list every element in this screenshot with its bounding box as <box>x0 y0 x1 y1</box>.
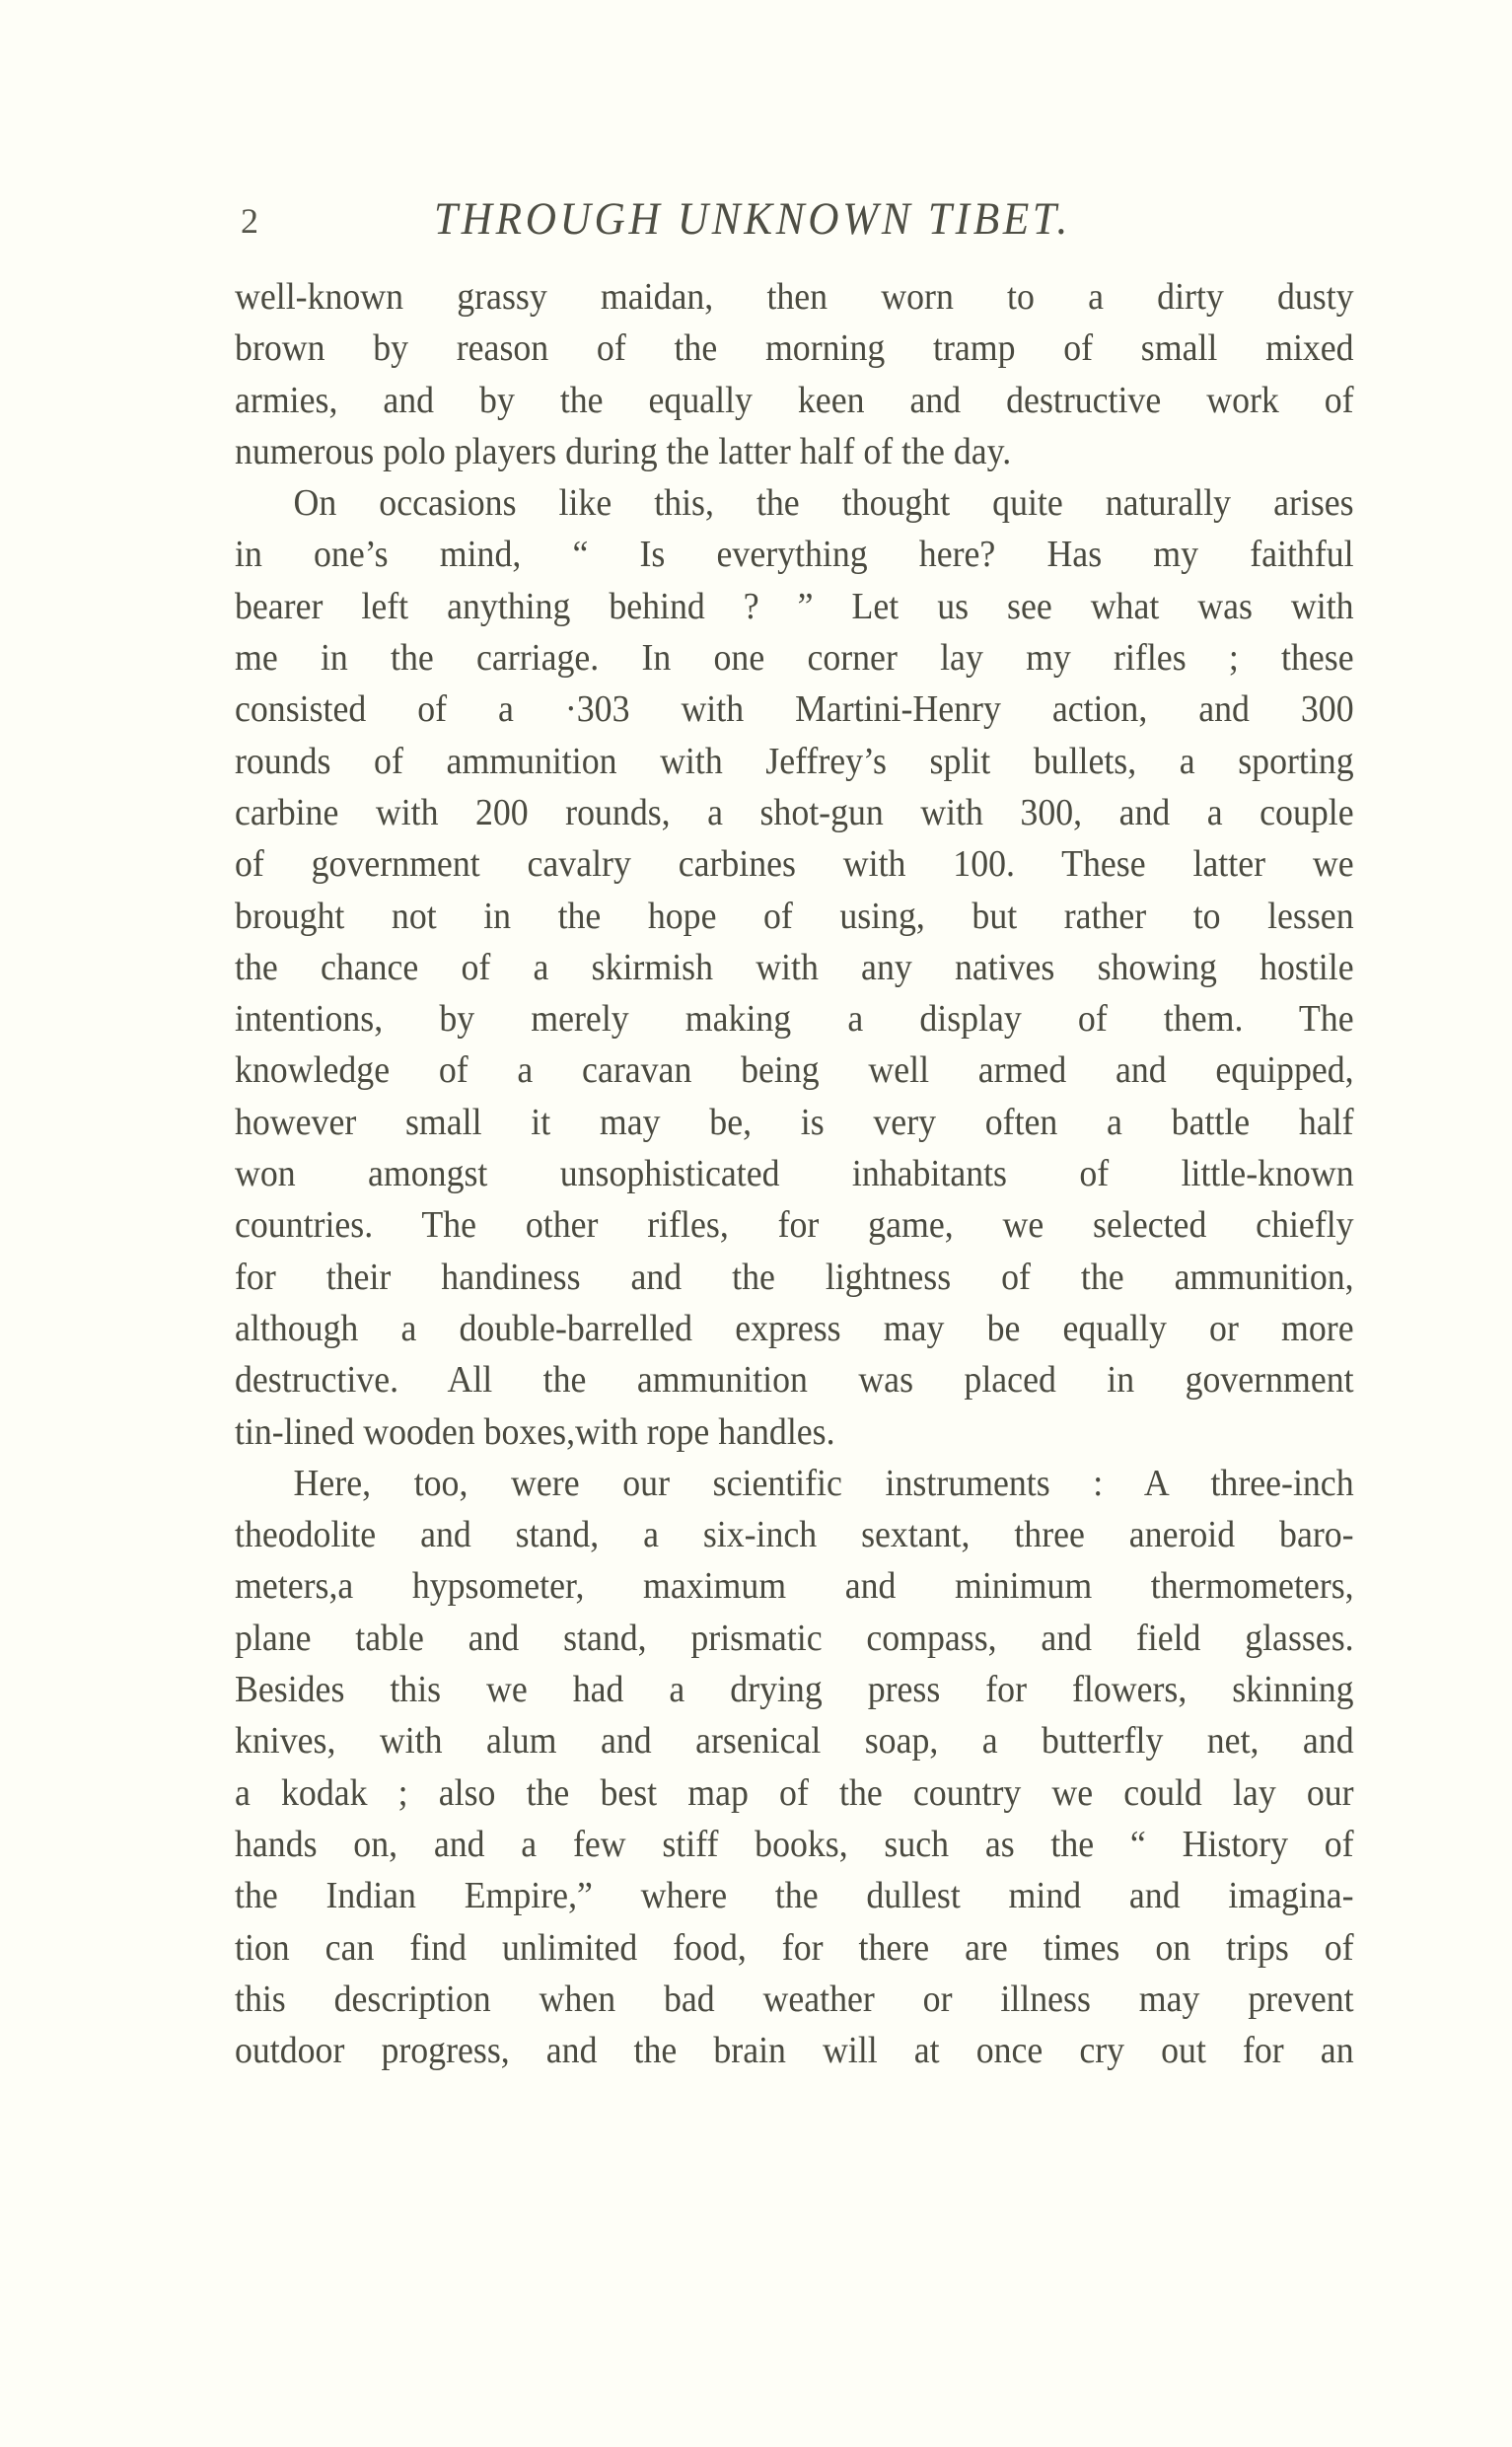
text-line: armies, and by the equally keen and destructive work of <box>235 379 1354 421</box>
text-line: for their handiness and the lightness of the ammunition, <box>235 1256 1354 1298</box>
text-line: outdoor progress, and the brain will at once cry out for an <box>235 2030 1354 2072</box>
text-line: intentions, by merely making a display of them. The <box>235 998 1354 1041</box>
running-head <box>235 192 1354 253</box>
text-line: theodolite and stand, a six-inch sextant, three aneroid baro- <box>235 1514 1354 1556</box>
paragraph <box>235 477 1354 1458</box>
text-line: a kodak ; also the best map of the country we could lay our <box>235 1771 1354 1814</box>
text-line: consisted of a ·303 with Martini-Henry action, and 300 <box>235 688 1354 731</box>
text-line: in one’s mind, “ Is everything here? Has my faithful <box>235 534 1354 576</box>
text-line: rounds of ammunition with Jeffrey’s split bullets, a sporting <box>235 740 1354 782</box>
paragraph <box>235 1458 1354 2077</box>
text-line: tin-lined wooden boxes,with rope handles. <box>235 1410 835 1453</box>
text-line: plane table and stand, prismatic compass, and field glasses. <box>235 1617 1354 1659</box>
text-line: won amongst unsophisticated inhabitants of little-known <box>235 1153 1354 1195</box>
text-line: numerous polo players during the latter half of the day. <box>235 430 1012 472</box>
text-line: me in the carriage. In one corner lay my rifles ; these <box>235 637 1354 680</box>
text-line: Besides this we had a drying press for flowers, skinning <box>235 1669 1354 1711</box>
text-line: although a double-barrelled express may be equally or more <box>235 1307 1354 1349</box>
running-title: THROUGH UNKNOWN TIBET. <box>434 193 1071 245</box>
text-line: hands on, and a few stiff books, such as the “ History of <box>235 1823 1354 1865</box>
text-line: of government cavalry carbines with 100. These latter we <box>235 843 1354 886</box>
text-line: brown by reason of the morning tramp of small mixed <box>235 327 1354 370</box>
page-number: 2 <box>241 201 258 241</box>
text-line: the chance of a skirmish with any natives showing hostile <box>235 946 1354 988</box>
body-text <box>235 271 1354 2076</box>
text-line: Here, too, were our scientific instruments : A three-inch <box>293 1462 1354 1504</box>
text-line: knowledge of a caravan being well armed and equipped, <box>235 1049 1354 1092</box>
text-line: carbine with 200 rounds, a shot-gun with 300, and a couple <box>235 791 1354 833</box>
text-line: this description when bad weather or illness may prevent <box>235 1978 1354 2020</box>
text-line: bearer left anything behind ? ” Let us see what was with <box>235 585 1354 627</box>
book-page <box>235 192 1354 2076</box>
text-line: the Indian Empire,” where the dullest mind and imagina- <box>235 1875 1354 1917</box>
paragraph <box>235 271 1354 477</box>
text-line: tion can find unlimited food, for there are times on trips of <box>235 1926 1354 1969</box>
text-line: knives, with alum and arsenical soap, a butterfly net, and <box>235 1720 1354 1763</box>
text-line: destructive. All the ammunition was placed in government <box>235 1359 1354 1402</box>
text-line: countries. The other rifles, for game, we selected chiefly <box>235 1204 1354 1247</box>
text-line: On occasions like this, the thought quite naturally arises <box>293 482 1354 525</box>
text-line: meters,a hypsometer, maximum and minimum thermometers, <box>235 1565 1354 1608</box>
text-line: however small it may be, is very often a battle half <box>235 1101 1354 1143</box>
text-line: brought not in the hope of using, but rather to lessen <box>235 895 1354 937</box>
text-line: well-known grassy maidan, then worn to a dirty dusty <box>235 276 1354 318</box>
